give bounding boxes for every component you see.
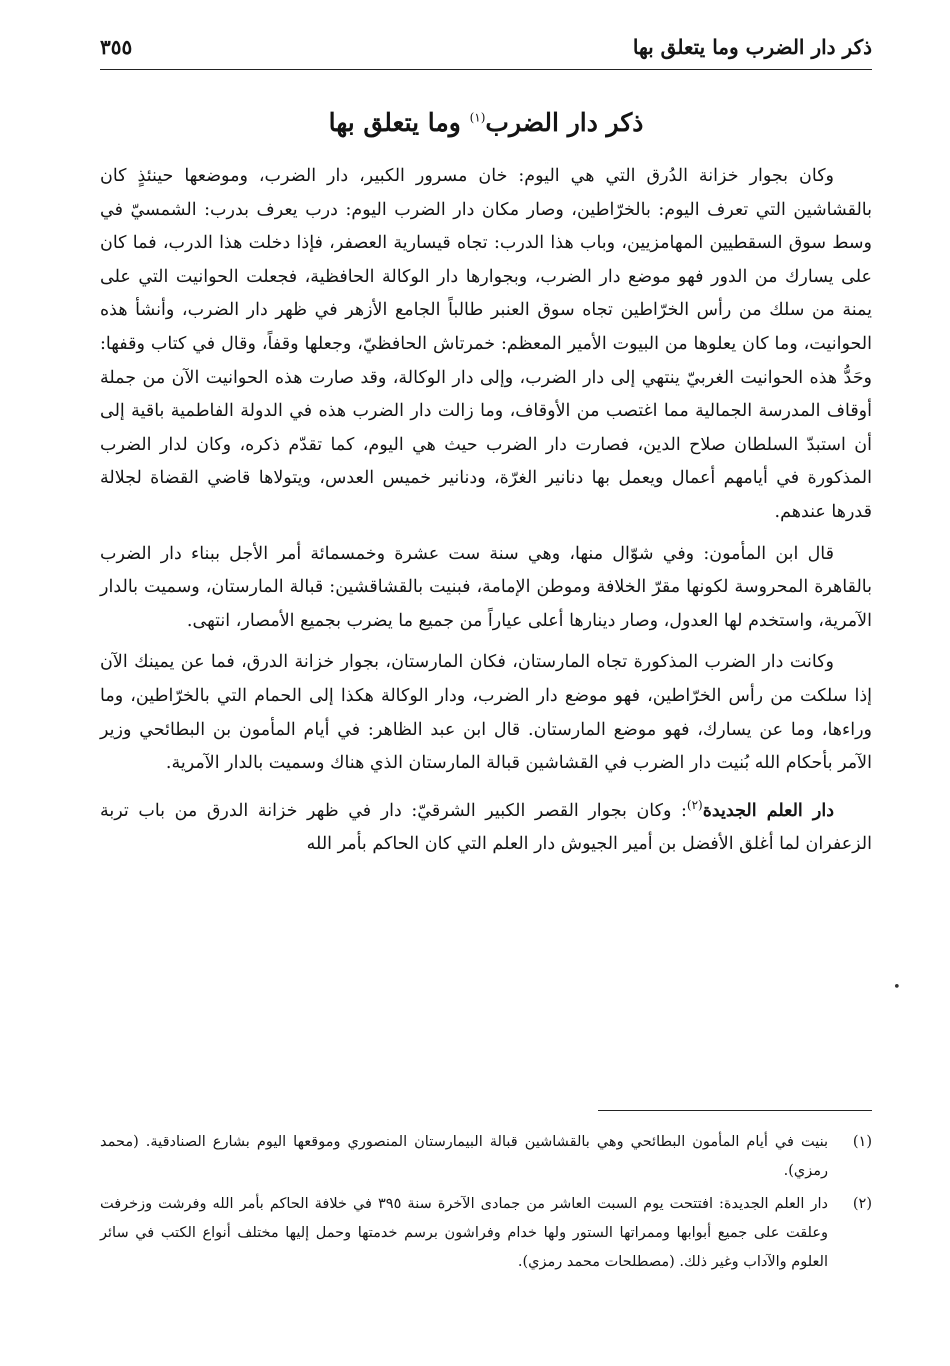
footnote-2 bbox=[100, 1190, 872, 1277]
paragraph-4-text: : وكان بجوار القصر الكبير الشرقيّ: دار في ظهر خزانة الدرق من باب تربة الزعفران لما أغلق الأفضل بن أمير الجيوش دار العلم التي كان الحاكم بأمر الله bbox=[100, 800, 872, 855]
margin-mark: • bbox=[893, 980, 901, 995]
footnotes bbox=[100, 1128, 872, 1281]
paragraph-2: قال ابن المأمون: وفي شوّال منها، وهي سنة ست عشرة وخمسمائة أمر الأجل ببناء دار الضرب بالقاهرة المحروسة لكونها مقرّ الخلافة وموطن الإمامة، فبنيت بالقشاقشين: قبالة المارستان، وسميت بالدار الآمرية، واستخدم لها العدول، وصار دينارها أعلى عياراً من جميع ما يضرب بجميع الأمصار، انتهى. bbox=[100, 543, 872, 631]
section-title bbox=[100, 108, 872, 137]
footnote-1 bbox=[100, 1128, 872, 1186]
paragraph-3: وكانت دار الضرب المذكورة تجاه المارستان، فكان المارستان، بجوار خزانة الدرق، فما عن يمينك الآن إذا سلكت من رأس الخرّاطين، فهو موضع دار الضرب، ودار الوكالة هكذا إلى الحمام التي بالخرّاطين، وما وراءها، وما عن يسارك، فهو موضع المارستان. قال ابن عبد الظاهر: في أيام المأمون بن البطائحي وزير الآمر بأحكام الله بُنيت دار الضرب في القشاشين قبالة المارستان الذي هناك وسميت بالدار الآمرية. bbox=[100, 652, 872, 774]
footnote-2-text: دار العلم الجديدة: افتتحت يوم السبت العاشر من جمادى الآخرة سنة ٣٩٥ في خلافة الحاكم بأمر الله وفرشت وزخرفت وعلقت على جميع أبوابها وممراتها الستور ولها خدام وفراشون برسم خدمتها وحمل إليها مختلف أنواع الكتب في سائر العلوم والآداب وغير ذلك. (مصطلحات محمد رمزي). bbox=[100, 1196, 828, 1270]
page-number: ٣٥٥ bbox=[100, 35, 133, 59]
section-title-main: ذكر دار الضرب bbox=[485, 108, 644, 137]
running-header bbox=[100, 30, 872, 64]
running-header-title: ذكر دار الضرب وما يتعلق بها bbox=[632, 35, 872, 59]
paragraph-1: وكان بجوار خزانة الدُرق التي هي اليوم: خان مسرور الكبير، دار الضرب، وموضعها حينئذٍ كان بالقشاشين التي تعرف اليوم: بالخرّاطين، وصار مكان دار الضرب اليوم: درب يعرف بدرب: الشمسيّ في وسط سوق السقطيين المهامزيين، وباب هذا الدرب: تجاه قيسارية العصفر، فإذا دخلت هذا الدرب، فما كان على يسارك من الدور فهو موضع دار الضرب، وبجوارها دار الوكالة الحافظية، فجعلت الحوانيت التي على يمنة من سلك من رأس الخرّاطين تجاه سوق العنبر طالباً الجامع الأزهر في ظهر دار الضرب، وأنشأ هذه الحوانيت، وما كان يعلوها من البيوت الأمير المعظم: خمرتاش الحافظيّ، وجعلها وقفاً، وقال في كتاب وقفها: وحَدُّ هذه الحوانيت الغربيّ ينتهي إلى دار الضرب، وإلى دار الوكالة، وقد صارت هذه الحوانيت الآن من جملة أوقاف المدرسة الجمالية مما اغتصب من الأوقاف، وما زالت دار الضرب هذه في الدولة الفاطمية باقية إلى أن استبدّ السلطان صلاح الدين، فصارت دار الضرب حيث هي اليوم، كما تقدّم ذكره، وكان لدار الضرب المذكورة في أيامهم أعمال ويعمل بها دنانير الغرّة، ودنانير خميس العدس، ويتولاها قاضي القضاة لجلالة قدرها عندهم. bbox=[100, 166, 872, 522]
footnote-ref-1[interactable]: (١) bbox=[469, 110, 486, 125]
footnote-1-text: بنيت في أيام المأمون البطائحي وهي بالقشاشين قبالة البيمارستان المنصوري وموقعها اليوم بشارع الصنادقية. (محمد رمزي). bbox=[100, 1134, 828, 1179]
paragraph-4 bbox=[100, 789, 872, 862]
paragraph-4-lead: دار العلم الجديدة bbox=[702, 800, 834, 821]
footnote-rule bbox=[598, 1110, 872, 1111]
header-rule bbox=[100, 69, 872, 70]
footnote-2-number: (٢) bbox=[852, 1196, 872, 1212]
body-text bbox=[100, 160, 872, 870]
footnote-ref-2[interactable]: (٢) bbox=[686, 797, 703, 812]
section-title-rest: وما يتعلق بها bbox=[328, 108, 470, 137]
footnote-1-number: (١) bbox=[852, 1134, 872, 1150]
